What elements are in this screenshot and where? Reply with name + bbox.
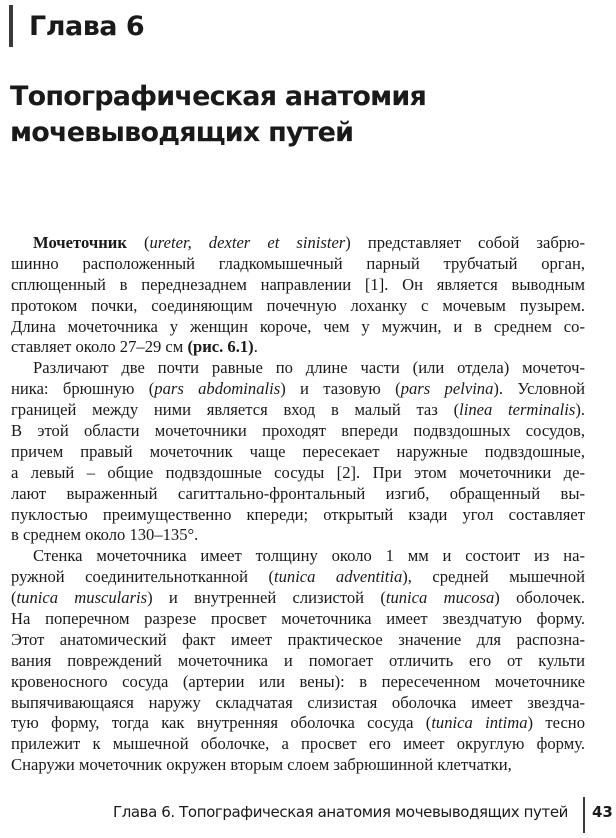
latin-term: pars pelvina	[400, 379, 494, 399]
text-run: Стенка мочеточника имеет толщину около 1 мм и состоит из на-	[33, 546, 585, 566]
text-run: ) представляет собой забрю-	[345, 233, 585, 252]
text-run: (	[126, 233, 150, 252]
text-run: лают выраженный сагиттально-фронтальный изгиб, обращенный вы-	[11, 483, 585, 503]
latin-term: tunica intima	[431, 713, 528, 733]
latin-term: linea terminalis	[459, 400, 576, 420]
text-line	[11, 651, 585, 672]
text-line	[11, 400, 585, 421]
latin-term: tunica mucosa	[385, 588, 495, 608]
text-line	[11, 337, 585, 358]
chapter-heading	[9, 5, 144, 47]
text-run: .	[253, 337, 258, 357]
text-line	[11, 358, 585, 379]
page-title	[10, 79, 600, 151]
text-line	[11, 525, 585, 546]
text-run: в среднем около 130–135°.	[11, 525, 199, 545]
text-run: ставляет около 27–29 см	[11, 337, 188, 357]
text-line	[11, 296, 585, 317]
latin-term: ureter, dexter et sinister	[149, 233, 346, 252]
text-run: Этот анатомический факт имеет практическое значение для распозна-	[11, 629, 585, 649]
text-run: сплющенный в переднезаднем направлении [1]. Он является выводным	[11, 274, 585, 294]
text-run: кровеносного сосуда (артерии или вены): в пересеченном мочеточнике	[11, 671, 585, 691]
text-run: ), средней мышечной	[402, 567, 585, 587]
text-run: Снаружи мочеточник окружен вторым слоем забрюшинной клетчатки,	[11, 755, 512, 775]
title-line: Топографическая анатомия	[10, 81, 427, 112]
text-line	[11, 693, 585, 714]
text-run: Длина мочеточника у женщин короче, чем у мужчин, и в среднем со-	[11, 316, 585, 336]
chapter-label: Глава 6	[29, 10, 145, 42]
bold-term: (рис. 6.1)	[187, 337, 254, 357]
text-line	[11, 379, 585, 400]
text-line	[11, 734, 585, 755]
text-run: ) и тазовую (	[280, 379, 401, 399]
text-run: прилежит к мышечной оболочке, а просвет его имеет округлую форму.	[11, 734, 585, 754]
text-run: причем правый мочеточник чаще пересекает наружные подвздошные,	[11, 441, 585, 461]
text-run: тую форму, тогда как внутренняя оболочка сосуда (	[11, 713, 432, 733]
text-line	[11, 275, 585, 296]
text-line	[11, 546, 585, 567]
text-run: ника: брюшную (	[11, 379, 155, 399]
text-line	[11, 588, 585, 609]
text-line	[11, 755, 585, 776]
text-line	[11, 713, 585, 734]
text-run: ) оболочек.	[494, 588, 585, 608]
text-line	[11, 254, 585, 275]
body-text	[11, 233, 585, 776]
latin-term: tunica muscularis	[16, 588, 148, 608]
text-run: Различают две почти равные по длине части (или отдела) мочеточ-	[33, 358, 585, 378]
text-run: ).	[575, 400, 585, 420]
text-line	[11, 505, 585, 526]
text-run: ). Условной	[493, 379, 586, 399]
text-run: ружной соединительнотканной (	[11, 567, 274, 587]
running-footer: Глава 6. Топографическая анатомия мочевыводящих путей	[112, 803, 568, 821]
text-line	[11, 630, 585, 651]
text-run: шинно расположенный гладкомышечный парный трубчатый орган,	[11, 253, 585, 273]
text-line	[11, 233, 585, 254]
text-run: пуклостью преимущественно кпереди; открытый кзади угол составляет	[11, 504, 585, 524]
text-run: В этой области мочеточники проходят впереди подвздошных сосудов,	[11, 421, 585, 441]
text-run: ) тесно	[527, 713, 585, 733]
footer-divider	[583, 797, 585, 833]
text-run: ) и внутренней слизистой (	[147, 588, 386, 608]
text-line	[11, 442, 585, 463]
text-run: (	[11, 588, 17, 608]
text-line	[11, 421, 585, 442]
text-run: вания повреждений мочеточника и помогает отличить его от культи	[11, 650, 585, 670]
bold-term: Мочеточник	[33, 233, 127, 252]
text-run: выпячивающаяся наружу складчатая слизистая оболочка имеет звездча-	[11, 692, 585, 712]
text-run: протоком почки, соединяющим почечную лоханку с мочевым пузырем.	[11, 295, 585, 315]
text-line	[11, 317, 585, 338]
page-number: 43	[592, 803, 613, 821]
text-line	[11, 567, 585, 588]
text-line	[11, 609, 585, 630]
text-run: На поперечном разрезе просвет мочеточника имеет звездчатую форму.	[11, 609, 585, 629]
text-line	[11, 484, 585, 505]
latin-term: tunica adventitia	[273, 567, 403, 587]
text-run: а левый – общие подвздошные сосуды [2]. При этом мочеточники де-	[11, 462, 585, 482]
latin-term: pars abdominalis	[154, 379, 281, 399]
title-line: мочевыводящих путей	[10, 117, 354, 148]
text-line	[11, 672, 585, 693]
text-line	[11, 463, 585, 484]
text-run: границей между ними является вход в малый таз (	[11, 400, 460, 420]
